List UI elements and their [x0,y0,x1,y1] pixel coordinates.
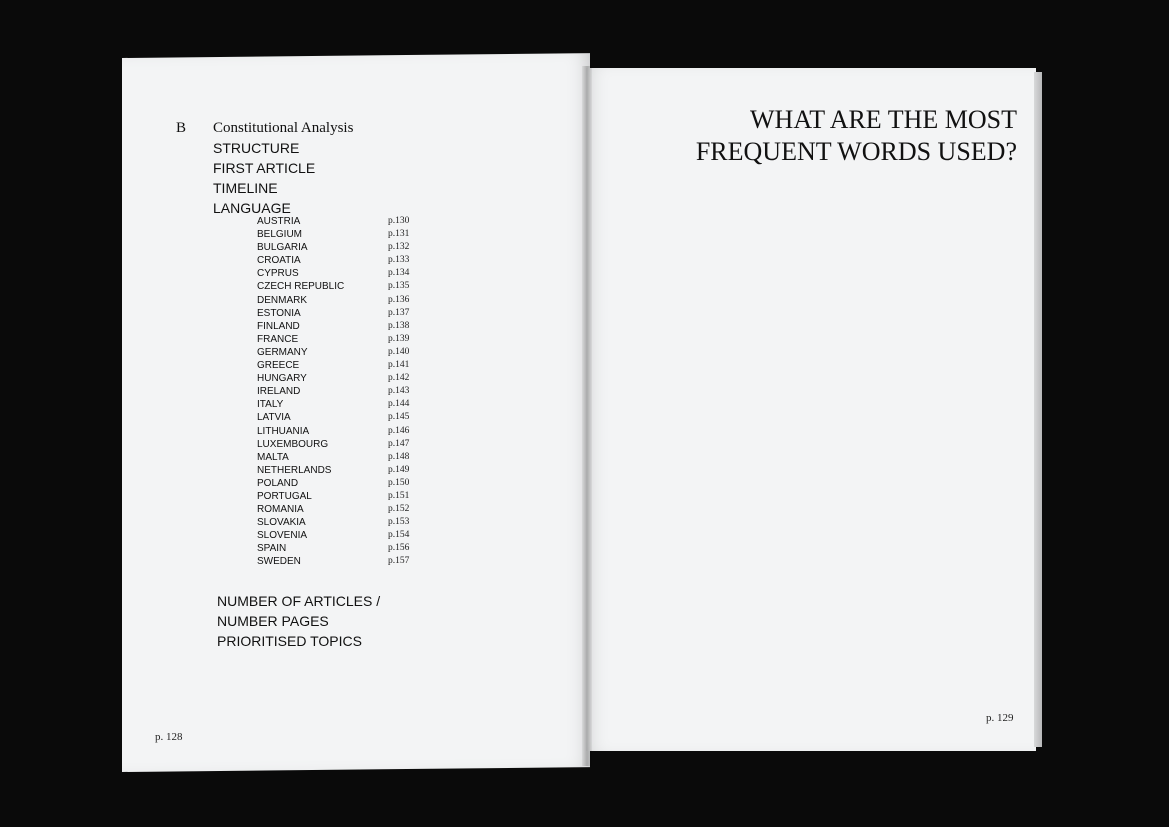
left-page [122,53,590,772]
country-name: FINLAND [257,320,300,332]
country-name: ESTONIA [257,307,301,319]
country-name: HUNGARY [257,373,307,385]
country-page-ref: p.136 [388,294,410,305]
country-name: AUSTRIA [257,216,301,227]
country-page-ref: p.143 [388,386,410,397]
country-name: FRANCE [257,333,299,345]
country-page-ref: p.157 [388,556,410,567]
country-page-ref: p.130 [388,216,410,226]
section-letter: B [176,120,187,136]
toc-item-structure: STRUCTURE [213,140,300,156]
country-page-ref: p.131 [388,229,410,240]
country-page-ref: p.137 [388,307,410,318]
country-name: CROATIA [257,255,301,267]
toc-item-language: LANGUAGE [213,200,291,216]
country-name: NETHERLANDS [257,464,332,476]
country-page-ref: p.135 [388,281,410,292]
country-name: LUXEMBOURG [257,438,329,450]
headline-line-2: FREQUENT WORDS USED? [695,137,1017,166]
country-name: SLOVAKIA [257,517,306,529]
country-name: GREECE [257,360,300,372]
country-name: GERMANY [257,346,308,358]
toc-item-timeline: TIMELINE [213,180,278,196]
country-name: ITALY [257,399,284,411]
country-page-ref: p.132 [388,242,410,253]
country-page-ref: p.140 [388,346,410,357]
country-page-ref: p.133 [388,255,410,266]
country-page-ref: p.146 [388,425,410,436]
country-name: PORTUGAL [257,490,312,502]
country-page-ref: p.144 [388,399,410,410]
section-title: Constitutional Analysis [213,120,354,136]
country-page-ref: p.148 [388,451,410,462]
country-page-ref: p.134 [388,268,410,279]
country-name: LITHUANIA [257,425,310,437]
page-stack-edge [1034,72,1042,747]
country-name: SWEDEN [257,556,301,568]
country-name: ROMANIA [257,504,304,516]
country-name: CZECH REPUBLIC [257,281,345,293]
country-name: CYPRUS [257,268,299,280]
toc-item-first-article: FIRST ARTICLE [213,160,316,176]
country-name: SLOVENIA [257,530,308,542]
toc-item-number-pages: NUMBER PAGES [217,613,329,629]
toc-item-number-of-articles: NUMBER OF ARTICLES / [217,593,381,609]
country-page-ref: p.142 [388,373,410,384]
headline-line-1: WHAT ARE THE MOST [750,105,1017,134]
page-headline [696,104,1017,168]
country-page-ref: p.141 [388,360,410,371]
country-page-ref: p.149 [388,464,410,475]
country-page-ref: p.151 [388,490,410,501]
country-name: POLAND [257,477,299,489]
country-name: BULGARIA [257,242,308,254]
right-page [586,68,1036,751]
country-name: SPAIN [257,543,287,555]
toc-item-prioritised-topics: PRIORITISED TOPICS [217,633,362,649]
country-name: DENMARK [257,294,308,306]
country-page-ref: p.153 [388,517,410,528]
left-page-number: p. 128 [155,731,183,743]
country-page-ref: p.150 [388,477,410,488]
country-page-ref: p.152 [388,504,410,515]
country-page-ref: p.139 [388,333,410,344]
country-name: MALTA [257,451,289,463]
country-name: BELGIUM [257,229,303,241]
country-page-ref: p.138 [388,320,410,331]
country-page-ref: p.156 [388,543,410,554]
book-gutter [582,66,592,766]
right-page-number: p. 129 [986,712,1014,724]
country-name: IRELAND [257,386,301,398]
country-name: LATVIA [257,412,291,424]
country-page-ref: p.154 [388,530,410,541]
country-page-ref: p.145 [388,412,410,423]
country-page-ref: p.147 [388,438,410,449]
